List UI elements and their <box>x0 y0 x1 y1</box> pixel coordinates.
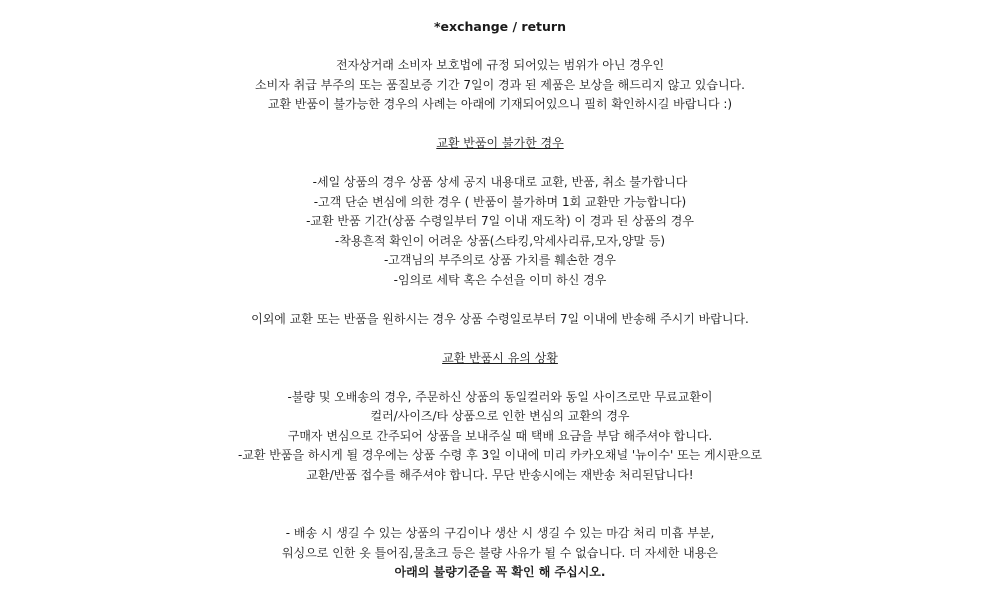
section-heading-no-return: 교환 반품이 불가한 경우 <box>436 136 564 150</box>
defect-note-line: - 배송 시 생길 수 있는 상품의 구김이나 생산 시 생길 수 있는 마감 처리 미흡 부분, <box>285 526 715 540</box>
caution-item: 구매자 변심으로 간주되어 상품을 보내주실 때 택배 요금을 부담 해주셔야 합니다. <box>287 428 713 443</box>
spacer <box>0 37 1000 57</box>
defect-note-line: 워싱으로 인한 옷 틀어짐,물초크 등은 불량 사유가 될 수 없습니다. 더 자세한 내용은 <box>282 545 718 560</box>
spacer <box>0 154 1000 174</box>
no-return-item: -착용흔적 확인이 어려운 상품(스타킹,악세사리류,모자,양말 등) <box>334 233 666 248</box>
intro-line-2: 소비자 취급 부주의 또는 품질보증 기간 7일이 경과 된 제품은 보상을 해드리지 않고 있습니다. <box>255 77 745 92</box>
return-window-note: 이외에 교환 또는 반품을 원하시는 경우 상품 수령일로부터 7일 이내에 반송해 주시기 바랍니다. <box>251 311 749 326</box>
caution-item: -교환 반품을 하시게 될 경우에는 상품 수령 후 3일 이내에 미리 카카오채널 '뉴이수' 또는 게시판으로 <box>237 448 763 462</box>
no-return-item: -고객 단순 변심에 의한 경우 ( 반품이 불가하며 1회 교환만 가능합니다) <box>313 194 687 209</box>
no-return-item: -고객님의 부주의로 상품 가치를 훼손한 경우 <box>383 253 617 267</box>
spacer <box>0 290 1000 310</box>
notice-title: *exchange / return <box>434 19 566 34</box>
spacer <box>0 329 1000 349</box>
section-heading-return-cautions: 교환 반품시 유의 상황 <box>442 350 558 365</box>
spacer <box>0 485 1000 524</box>
caution-item: -불량 및 오배송의 경우, 주문하신 상품의 동일컬러와 동일 사이즈로만 무료교환이 <box>287 389 713 404</box>
intro-line-3: 교환 반품이 불가능한 경우의 사례는 아래에 기재되어있으니 필히 확인하시길 바랍니다 :) <box>267 97 733 111</box>
no-return-item: -세일 상품의 경우 상품 상세 공지 내용대로 교환, 반품, 취소 불가합니다 <box>312 175 688 189</box>
spacer <box>0 368 1000 388</box>
caution-item: 교환/반품 접수를 해주셔야 합니다. 무단 반송시에는 재반송 처리된답니다! <box>306 467 694 482</box>
no-return-item: -교환 반품 기간(상품 수령일부터 7일 이내 재도착) 이 경과 된 상품의 경우 <box>306 214 694 228</box>
intro-line-1: 전자상거래 소비자 보호법에 규정 되어있는 범위가 아닌 경우인 <box>335 58 665 72</box>
caution-item: 컬러/사이즈/타 상품으로 인한 변심의 교환의 경우 <box>370 409 630 423</box>
defect-criteria-emphasis: 아래의 불량기준을 꼭 확인 해 주십시오. <box>394 565 606 579</box>
no-return-item: -임의로 세탁 혹은 수선을 이미 하신 경우 <box>393 272 607 287</box>
spacer <box>0 115 1000 135</box>
